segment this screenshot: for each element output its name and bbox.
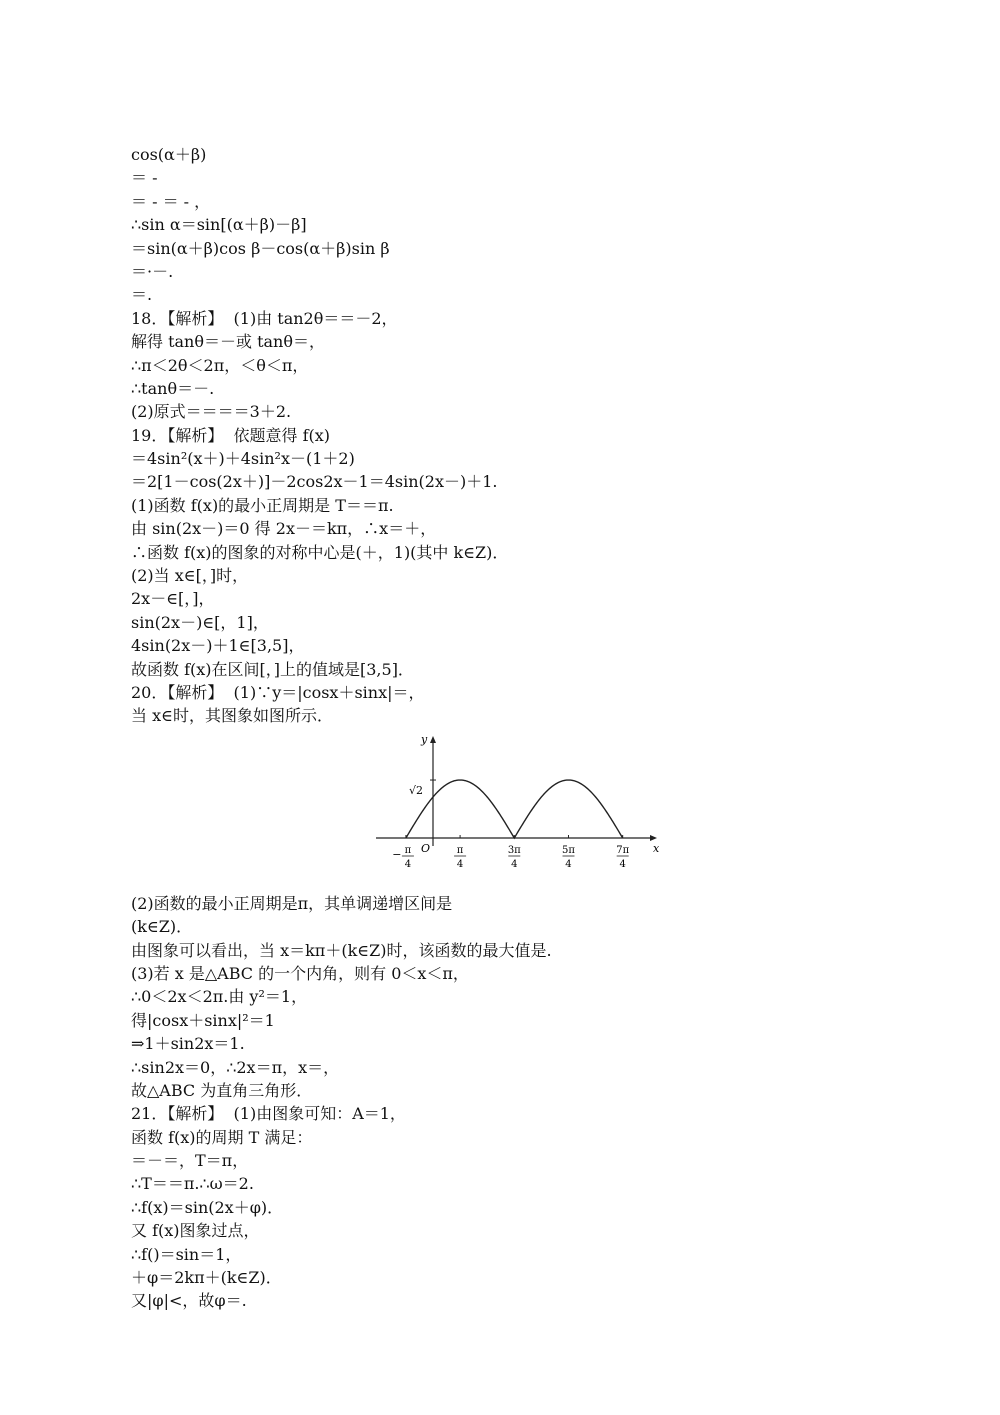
text-line: 解得 tanθ＝－或 tanθ＝，: [131, 332, 325, 352]
text-line: cos(α＋β): [131, 145, 207, 164]
text-line: 2x－∈[，]，: [131, 589, 215, 609]
text-line: 21．【解析】 (1)由图象可知：A＝1，: [131, 1104, 406, 1124]
text-line: ∴T＝＝π.∴ω＝2.: [131, 1174, 254, 1194]
text-line: 由图象可以看出，当 x＝kπ＋(k∈Z)时，该函数的最大值是.: [131, 940, 552, 960]
y-axis-arrow: [430, 736, 436, 743]
text-line: ＝·－.: [131, 261, 174, 281]
text-line: ＝4sin²(x＋)＋4sin²x－(1＋2): [131, 449, 355, 469]
x-tick-denominator: 4: [511, 858, 518, 870]
text-line: (1)函数 f(x)的最小正周期是 T＝＝π.: [131, 495, 394, 515]
text-line: ∴函数 f(x)的图象的对称中心是(＋，1)(其中 k∈Z)．: [131, 542, 509, 562]
text-line: (2)当 x∈[，]时，: [131, 566, 249, 586]
text-line: ＝.: [131, 285, 153, 305]
text-line: ∴f()＝sin＝1，: [131, 1244, 242, 1264]
text-line: ∴f(x)＝sin(2x＋φ)．: [131, 1197, 284, 1217]
text-line: sin(2x－)∈[，1]，: [131, 612, 269, 632]
x-tick-denominator: 4: [404, 858, 412, 870]
text-line: ∴sin α＝sin[(α＋β)－β]: [131, 215, 307, 235]
x-tick-denominator: 4: [565, 858, 572, 870]
text-line: ∴π＜2θ＜2π，＜θ＜π，: [131, 355, 309, 375]
text-line: ＝sin(α＋β)cos β－cos(α＋β)sin β: [131, 238, 390, 258]
text-line: 20．【解析】 (1)∵y＝|cosx＋sinx|＝，: [131, 682, 425, 702]
text-line: 4sin(2x－)＋1∈[3,5]，: [131, 636, 305, 656]
text-line: 19．【解析】 依题意得 f(x): [131, 425, 331, 445]
text-line: ∴sin2x＝0，∴2x＝π，x＝，: [131, 1057, 340, 1077]
text-line: (2)函数的最小正周期是π，其单调递增区间是: [131, 893, 453, 913]
x-tick-numerator: π: [404, 844, 412, 856]
x-tick-numerator: π: [456, 844, 464, 856]
origin-label: O: [421, 841, 431, 855]
x-tick-denominator: 4: [619, 858, 626, 870]
text-line: ＝ -: [131, 168, 158, 188]
text-line: 又|φ|<，故φ＝.: [131, 1291, 247, 1311]
x-tick-numerator: 5π: [562, 844, 575, 856]
text-block-bottom: [131, 892, 891, 1313]
text-line: (k∈Z)．: [131, 917, 193, 937]
x-axis-arrow: [650, 835, 657, 841]
y-axis-label: y: [421, 733, 428, 746]
x-tick-numerator: 7π: [616, 844, 630, 856]
curve-line: [406, 780, 623, 838]
text-line: 由 sin(2x－)＝0 得 2x－＝kπ，∴x＝＋，: [131, 519, 437, 539]
document-body: [131, 143, 891, 1313]
x-tick-numerator: 3π: [507, 844, 521, 856]
text-line: ⇒1＋sin2x＝1.: [131, 1034, 245, 1054]
text-line: ∴0＜2x＜2π.由 y²＝1，: [131, 987, 308, 1007]
text-line: ＝ - ＝ - ，: [131, 191, 211, 211]
text-line: 当 x∈时，其图象如图所示．: [131, 706, 333, 726]
x-tick-denominator: 4: [456, 858, 464, 870]
text-line: ＋φ＝2kπ＋(k∈Z)．: [131, 1268, 282, 1288]
x-tick-sign: −: [392, 847, 402, 861]
graph-figure: [131, 734, 891, 888]
text-line: (2)原式＝＝＝＝3＋2.: [131, 402, 292, 422]
function-graph: [371, 734, 661, 888]
text-line: 又 f(x)图象过点，: [131, 1221, 260, 1241]
text-line: 函数 f(x)的周期 T 满足：: [131, 1127, 313, 1147]
text-line: ＝2[1－cos(2x＋)]－2cos2x－1＝4sin(2x－)＋1.: [131, 472, 498, 492]
text-block-top: [131, 143, 891, 728]
text-line: 故△ABC 为直角三角形．: [131, 1080, 313, 1100]
text-line: 18．【解析】 (1)由 tan2θ＝＝－2，: [131, 308, 398, 328]
text-line: 故函数 f(x)在区间[，]上的值域是[3,5]．: [131, 659, 414, 679]
text-line: ＝－＝，T＝π，: [131, 1151, 249, 1171]
y-tick-label: √2: [409, 783, 424, 797]
x-axis-label: x: [653, 841, 660, 855]
text-line: 得|cosx＋sinx|²＝1: [131, 1010, 275, 1030]
text-line: ∴tanθ＝－.: [131, 378, 215, 398]
text-line: (3)若 x 是△ABC 的一个内角，则有 0＜x＜π，: [131, 963, 469, 983]
